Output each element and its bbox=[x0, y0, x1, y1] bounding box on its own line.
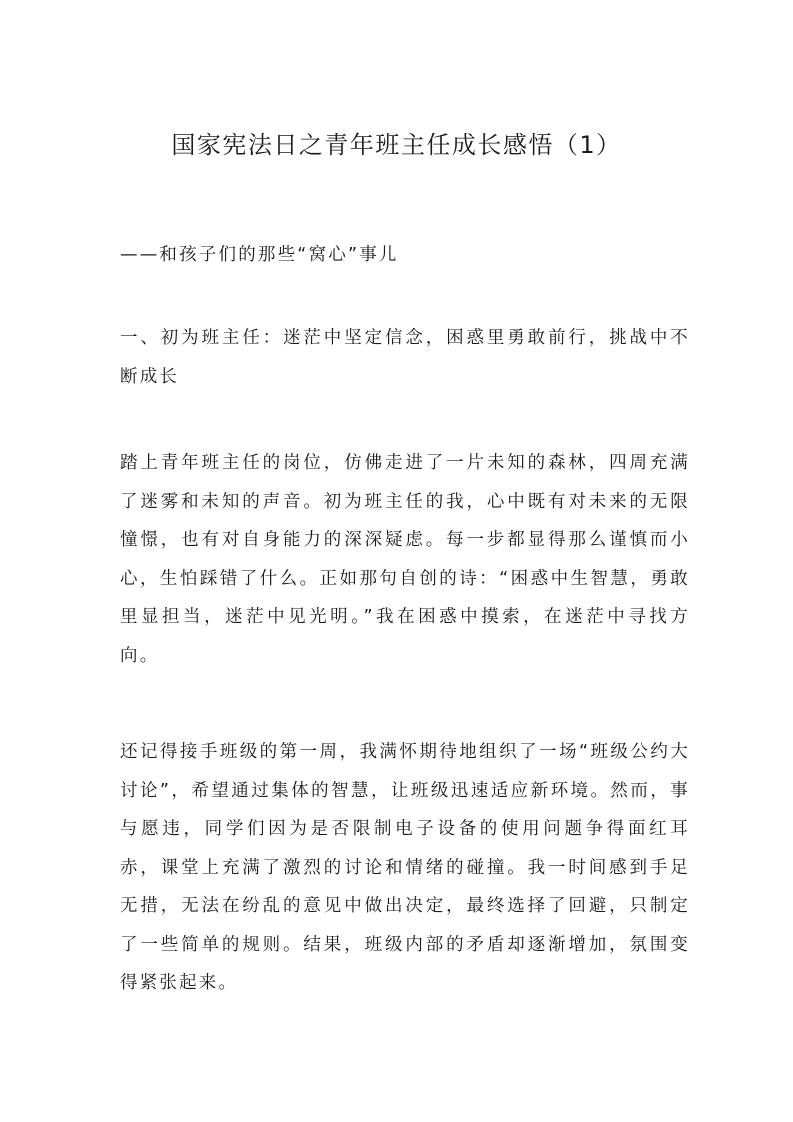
document-subtitle: ——和孩子们的那些“窝心”事儿 bbox=[120, 245, 399, 265]
document-title: 国家宪法日之青年班主任成长感悟（1） bbox=[171, 131, 622, 159]
body-paragraph-2: 还记得接手班级的第一周，我满怀期待地组织了一场“班级公约大讨论”，希望通过集体的智慧，让班级迅速适应新环境。然而，事与愿违，同学们因为是否限制电子设备的使用问题争得面红耳赤，课堂上充满了激烈的讨论和情绪的碰撞。我一时间感到手足无措，无法在纷乱的意见中做出决定，最终选择了回避，只制定了一些简单的规则。结果，班级内部的矛盾却逐渐增加，氛围变得紧张起来。 bbox=[120, 742, 690, 993]
section-heading: 一、初为班主任：迷茫中坚定信念，困惑里勇敢前行，挑战中不断成长 bbox=[120, 328, 690, 387]
body-paragraph-1: 踏上青年班主任的岗位，仿佛走进了一片未知的森林，四周充满了迷雾和未知的声音。初为班主任的我，心中既有对未来的无限憧憬，也有对自身能力的深深疑虑。每一步都显得那么谨慎而小心，生怕踩错了什么。正如那句自创的诗：“困惑中生智慧，勇敢里显担当，迷茫中见光明。”我在困惑中摸索，在迷茫中寻找方向。 bbox=[120, 453, 690, 666]
